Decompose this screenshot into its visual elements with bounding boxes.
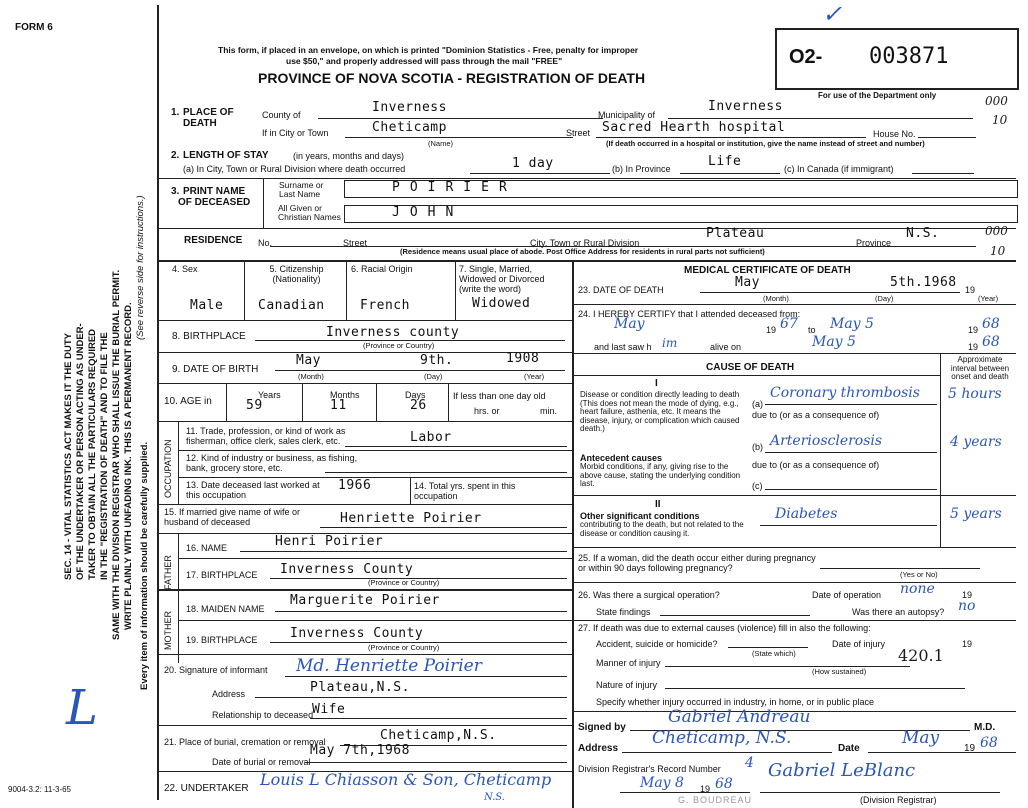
signed-date-year: 68 [980, 735, 998, 751]
reg-prefix: O2- [789, 46, 823, 68]
side-text-7: (See reverse side for instructions.) [135, 195, 146, 340]
q27-label: 27. If death was due to external causes (violence) fill in also the following: [578, 623, 871, 633]
age-col-3 [376, 383, 377, 421]
q18-value: Marguerite Poirier [290, 593, 440, 608]
dob-line [275, 370, 565, 371]
street-value: Sacred Hearth hospital [602, 120, 786, 135]
occupation-side-divider [178, 421, 179, 504]
physician-signature: Gabriel Andreau [668, 707, 811, 727]
days-label: Days [405, 390, 426, 400]
signed-date-line [868, 752, 1016, 753]
nature-label: Nature of injury [596, 680, 658, 690]
q12-label: 12. Kind of industry or business, as fishing, bank, grocery store, etc. [186, 453, 358, 473]
house-line [918, 137, 976, 138]
relationship-line [310, 718, 567, 719]
rule-12-top [178, 450, 572, 451]
given-value: JOHN [392, 205, 464, 220]
records-date-line [620, 792, 750, 793]
other-sub: contributing to the death, but not related to the disease or condition causing it. [580, 520, 744, 538]
municipality-value: Inverness [708, 99, 783, 114]
cause-title: CAUSE OF DEATH [706, 362, 795, 373]
records-year-prefix: 19 [700, 784, 711, 794]
death-day: 5th. [890, 275, 924, 290]
q13-value: 1966 [338, 478, 372, 493]
burial-date-line [305, 762, 567, 763]
residence-note: (Residence means usual place of abode. Post Office Address for residents in rural parts not sufficient) [400, 247, 765, 256]
min-label: min. [540, 406, 558, 416]
records-label: Division Registrar's Record Number [578, 764, 721, 774]
father-side-label: FATHER [163, 555, 173, 590]
interval-label: Approximate interval between onset and death [950, 355, 1010, 381]
stay-b-label: (b) In Province [612, 164, 671, 174]
accident-label: Accident, suicide or homicide? [596, 639, 718, 649]
undertaker-signature: Louis L Chiasson & Son, Cheticamp [260, 770, 552, 789]
q16-line [240, 551, 567, 552]
rule-section-ii [572, 495, 1016, 496]
racial-label: 6. Racial Origin [351, 264, 413, 274]
q17-label: 17. BIRTHPLACE [186, 570, 258, 580]
other-value: Diabetes [775, 506, 838, 522]
check-mark: ✓ [822, 0, 843, 28]
informant-signature: Md. Henriette Poirier [296, 656, 482, 676]
cause-a-interval: 5 hours [948, 386, 1002, 402]
last-saw-label: and last saw h [594, 342, 652, 352]
municipality-line [668, 118, 973, 119]
q15-label: 15. If married give name of wife or husband of deceased [164, 507, 301, 527]
residence-label: RESIDENCE [184, 235, 243, 246]
q11-value: Labor [410, 430, 452, 445]
hospital-note: (If death occurred in a hospital or institution, give the name instead of street and number) [606, 139, 925, 148]
from-year: 67 [780, 316, 798, 332]
alive-date: May 5 [812, 334, 856, 350]
to-year: 68 [982, 316, 1000, 332]
residence-province-value: N.S. [906, 226, 940, 241]
side-text-4: IN THE "REGISTRATION OF DEATH" AND TO FILE THE [99, 332, 110, 580]
mail-notice-1: This form, if placed in an envelope, on which is printed "Dominion Statistics - Free, penalty for improper [218, 45, 639, 55]
death-date-line [700, 292, 960, 293]
dob-day-label: (Day) [424, 372, 443, 381]
rule-11-top [158, 421, 572, 422]
q13-label: 13. Date deceased last worked at this occupation [186, 480, 320, 500]
side-text-5: SAME WITH THE DIVISION REGISTRAR WHO SHALL ISSUE THE BURIAL PERMIT. [111, 269, 122, 640]
name-num: 3. [171, 186, 180, 197]
cause-a-due-to: due to (or as a consequence of) [752, 410, 880, 420]
given-label: All Given or Christian Names [278, 203, 341, 222]
q19-sub: (Province or Country) [368, 643, 440, 652]
signed-date-prefix: 19 [964, 743, 976, 754]
q16-label: 16. NAME [186, 543, 228, 553]
rule-cause-header [572, 375, 940, 376]
other-line [760, 525, 937, 526]
stay-c-line [912, 173, 974, 174]
years-label: Years [258, 390, 281, 400]
stay-b-line [680, 173, 780, 174]
antecedent-label: Antecedent causes [580, 453, 663, 463]
stay-b-value: Life [708, 154, 742, 169]
q15-value: Henriette Poirier [340, 511, 482, 526]
records-year: 68 [715, 776, 733, 792]
citizenship-label: 5. Citizenship (Nationality) [269, 264, 324, 284]
dob-month: May [296, 353, 321, 368]
q22-label: 22. UNDERTAKER [164, 783, 249, 794]
cause-c-label: (c) [752, 481, 763, 491]
date-injury-prefix: 19 [962, 639, 973, 649]
months-label: Months [330, 390, 360, 400]
rule-19-top [178, 620, 572, 621]
autopsy-label: Was there an autopsy? [852, 607, 945, 617]
cause-b-label: (b) [752, 442, 763, 452]
q17-sub: (Province or Country) [368, 578, 440, 587]
q21-label: 21. Place of burial, cremation or removal [164, 737, 326, 747]
death-day-label: (Day) [875, 294, 894, 303]
manner-label: Manner of injury [596, 658, 661, 668]
city-label: If in City or Town [262, 128, 329, 138]
q24-label: 24. I HEREBY CERTIFY that I attended deceased from: [578, 309, 801, 319]
side-text-3: TAKER TO OBTAIN ALL THE PARTICULARS REQUIRED [87, 328, 98, 580]
q14-label: 14. Total yrs. spent in this occupation [414, 481, 516, 501]
signed-date-month: May [902, 728, 940, 748]
county-value: Inverness [372, 100, 447, 115]
records-num: 4 [745, 755, 754, 771]
registrar-signature: Gabriel LeBlanc [768, 760, 916, 781]
from-year-prefix: 19 [766, 325, 777, 335]
footer-code: 9004-3.2: 11-3-65 [8, 785, 72, 794]
less-than-day-label: If less than one day old [453, 391, 546, 401]
date-injury-label: Date of injury [832, 639, 886, 649]
parent-side-divider [178, 533, 179, 663]
dept-code-1: 000 [985, 94, 1008, 108]
informant-address-label: Address [212, 689, 246, 699]
stay-num: 2. [171, 150, 180, 161]
death-month: May [735, 275, 760, 290]
death-year-prefix: 19 [965, 285, 976, 295]
dept-use-label: For use of the Department only [818, 91, 937, 100]
relationship-value: Wife [312, 702, 346, 717]
months-value: 11 [330, 398, 347, 413]
center-divider [572, 260, 574, 808]
cause-b-due-to: due to (or as a consequence of) [752, 460, 880, 470]
age-col-2 [302, 383, 303, 421]
occupation-side-label: OCCUPATION [163, 439, 173, 498]
rule-18-top [158, 589, 572, 591]
name-sublabel: (Name) [428, 139, 454, 148]
municipality-label: Municipality of [598, 110, 656, 120]
residence-street-label: Street [343, 238, 368, 248]
cause-b-value: Arteriosclerosis [770, 433, 883, 449]
state-findings-label: State findings [596, 607, 651, 617]
col-4-5 [244, 260, 245, 320]
birthplace-label: 8. BIRTHPLACE [172, 331, 246, 342]
state-which-label: (State which) [752, 649, 796, 658]
state-findings-line [660, 615, 810, 616]
county-line [318, 118, 603, 119]
age-label: 10. AGE in [164, 396, 212, 407]
birthplace-value: Inverness county [326, 325, 460, 340]
col-6-7 [455, 260, 456, 320]
q11-line [345, 446, 567, 447]
informant-address: Plateau,N.S. [310, 680, 410, 695]
q20-line [285, 676, 567, 677]
accident-line [728, 647, 808, 648]
death-year-label: (Year) [978, 294, 999, 303]
alive-year-prefix: 19 [968, 342, 979, 352]
date-op-value: none [900, 581, 935, 597]
q17-value: Inverness County [280, 562, 414, 577]
age-col-4 [448, 383, 449, 421]
q18-line [275, 611, 567, 612]
rule-residence-top [158, 228, 1016, 229]
q12-line [325, 472, 567, 473]
dob-year: 1908 [506, 351, 540, 366]
house-label: House No. [873, 129, 916, 139]
manner-line [665, 666, 910, 667]
burial-date: May 7th,1968 [310, 743, 410, 758]
days-value: 26 [410, 398, 427, 413]
dept-code-4: 10 [990, 244, 1006, 258]
dob-day: 9th. [420, 353, 454, 368]
rule-cause-top [572, 353, 1016, 354]
death-year: 1968 [923, 275, 957, 290]
marital-value: Widowed [472, 296, 531, 311]
name-label-1: PRINT NAME [183, 186, 246, 197]
signed-date-label: Date [838, 743, 860, 754]
marital-label: 7. Single, Married, Widowed or Divorced (write the word) [459, 264, 545, 294]
stay-label: LENGTH OF STAY [183, 150, 269, 161]
stay-a-value: 1 day [512, 156, 554, 171]
date-op-prefix: 19 [962, 590, 973, 600]
how-sustained-label: (How sustained) [812, 667, 867, 676]
residence-city-value: Plateau [706, 226, 765, 241]
q16-value: Henri Poirier [275, 534, 384, 549]
dob-label: 9. DATE OF BIRTH [172, 364, 259, 375]
reg-number: 003871 [869, 44, 949, 69]
dept-code-2: 10 [992, 113, 1008, 127]
registrar-line [760, 792, 1000, 793]
sex-label: 4. Sex [172, 264, 198, 274]
stay-c-label: (c) In Canada (if immigrant) [784, 164, 894, 174]
hrs-label: hrs. or [474, 406, 500, 416]
alive-on-label: alive on [710, 342, 742, 352]
informant-address-line [255, 697, 567, 698]
medical-title: MEDICAL CERTIFICATE OF DEATH [684, 265, 851, 276]
dob-year-label: (Year) [524, 372, 545, 381]
death-day-year [890, 275, 957, 290]
rule-27-top [572, 620, 1016, 621]
to-date: May 5 [830, 316, 874, 332]
residence-no-label: No. [258, 238, 273, 248]
from-month: May [614, 316, 645, 332]
alive-year: 68 [982, 334, 1000, 350]
name-col-divider [263, 178, 264, 228]
city-line [345, 137, 573, 138]
residence-city-label: City, Town or Rural Division [530, 238, 640, 248]
burial-place: Cheticamp,N.S. [380, 728, 497, 743]
md-label: M.D. [974, 722, 996, 733]
section-ii-label: II [655, 499, 661, 510]
undertaker-sub: N.S. [484, 792, 505, 803]
dept-code-3: 000 [985, 224, 1008, 238]
col-5-6 [346, 260, 347, 320]
registration-number-box [775, 28, 1019, 90]
death-month-label: (Month) [763, 294, 789, 303]
sex-value: Male [190, 298, 224, 313]
side-text-6: WRITE PLAINLY WITH UNFADING INK. THIS IS A PERMANENT RECORD. [123, 302, 134, 630]
relationship-label: Relationship to deceased [212, 710, 314, 720]
records-date: May 8 [640, 775, 684, 791]
racial-value: French [360, 298, 410, 313]
q25-label: 25. If a woman, did the death occur either during pregnancy or within 90 days following pregnancy? [578, 553, 816, 573]
section-i-label: I [655, 378, 658, 389]
yes-no-label: (Yes or No) [900, 570, 938, 579]
physician-address-line [622, 752, 832, 753]
q19-label: 19. BIRTHPLACE [186, 635, 258, 645]
q13-q14-divider [410, 477, 411, 504]
name-label-2: OF DECEASED [178, 197, 251, 208]
cause-a-value: Coronary thrombosis [770, 385, 920, 401]
to-year-prefix: 19 [968, 325, 979, 335]
date-op-label: Date of operation [812, 590, 882, 600]
county-label: County of [262, 110, 301, 120]
q25-line [820, 568, 980, 569]
rule-17-top [178, 558, 572, 559]
cause-c-line [765, 489, 937, 490]
burial-date-label: Date of burial or removal [212, 757, 311, 767]
surname-value: POIRIER [392, 180, 517, 195]
last-saw-him: im [662, 336, 678, 350]
registrar-label: (Division Registrar) [860, 795, 937, 805]
stay-sub: (in years, months and days) [293, 151, 405, 161]
rule-8-top [158, 320, 572, 321]
rule-grid-top [158, 260, 1016, 262]
residence-province-label: Province [856, 238, 892, 248]
autopsy-value: no [958, 598, 976, 614]
mother-side-label: MOTHER [163, 611, 173, 650]
rule-13-top [178, 477, 572, 478]
cause-a-line [765, 404, 937, 405]
rule-name-top [158, 178, 1016, 179]
form-number: FORM 6 [15, 22, 53, 33]
cause-b-line [765, 452, 937, 453]
stay-a-line [470, 173, 610, 174]
rule-10-top [158, 383, 572, 384]
side-text-2: OF THE UNDERTAKER OR PERSON ACTING AS UNDER- [75, 323, 86, 580]
rule-15-top [158, 504, 572, 505]
other-label: Other significant conditions [580, 511, 700, 521]
age-col-1 [226, 383, 227, 421]
birthplace-sub: (Province or Country) [363, 341, 435, 350]
form-title: PROVINCE OF NOVA SCOTIA - REGISTRATION OF DEATH [258, 70, 646, 86]
q26-label: 26. Was there a surgical operation? [578, 590, 720, 600]
surname-label: Surname or Last Name [279, 180, 324, 199]
rule-26-top [572, 582, 1016, 583]
mail-notice-2: use $50," and properly addressed will pass through the mail "FREE" [286, 56, 563, 66]
specify-label: Specify whether injury occurred in industry, in home, or in public place [596, 697, 874, 707]
physician-address-label: Address [578, 743, 619, 754]
antecedent-sub: Morbid conditions, if any, giving rise to the above cause, stating the underlying condition last. [580, 462, 741, 488]
side-initial: L [66, 680, 98, 736]
signed-label: Signed by [578, 722, 626, 733]
rule-24-top [572, 304, 1016, 305]
disease-label: Disease or condition directly leading to death (This does not mean the mode of dying, e.g., heart failure, asthenia, etc. It means the disease, injury, or complication which caused death.) [580, 390, 740, 433]
street-label: Street [566, 128, 591, 138]
q15-line [320, 527, 567, 528]
citizenship-value: Canadian [258, 298, 325, 313]
other-interval: 5 years [950, 506, 1002, 522]
place-num: 1. [171, 107, 180, 118]
side-text-8: Every item of information should be carefully supplied. [139, 441, 150, 690]
side-text-1: SEC. 14 - VITAL STATISTICS ACT MAKES IT THE DUTY [63, 332, 74, 580]
q20-label: 20. Signature of informant [164, 665, 268, 675]
place-label: PLACE OF DEATH [183, 107, 234, 129]
nature-line [665, 688, 965, 689]
years-value: 59 [246, 398, 263, 413]
stay-a-label: (a) In City, Town or Rural Division where death occurred [183, 164, 406, 174]
cause-a-label: (a) [752, 399, 763, 409]
to-label: to [808, 325, 816, 335]
street-line [596, 137, 866, 138]
left-margin-rule [157, 5, 159, 800]
q18-label: 18. MAIDEN NAME [186, 604, 265, 614]
cause-code: 420.1 [898, 646, 944, 665]
rule-20-top [158, 654, 572, 655]
rule-25-top [572, 547, 1016, 548]
q23-label: 23. DATE OF DEATH [578, 285, 664, 295]
physician-address: Cheticamp, N.S. [652, 728, 792, 748]
cause-b-interval: 4 years [950, 434, 1002, 450]
city-value: Cheticamp [372, 120, 447, 135]
q11-label: 11. Trade, profession, or kind of work as fisherman, office clerk, sales clerk, etc. [186, 426, 346, 446]
dob-month-label: (Month) [298, 372, 324, 381]
q19-value: Inverness County [290, 626, 424, 641]
registrar-stamp: G. BOUDREAU [678, 795, 753, 805]
rule-21-top [158, 725, 572, 726]
interval-divider [940, 353, 941, 547]
